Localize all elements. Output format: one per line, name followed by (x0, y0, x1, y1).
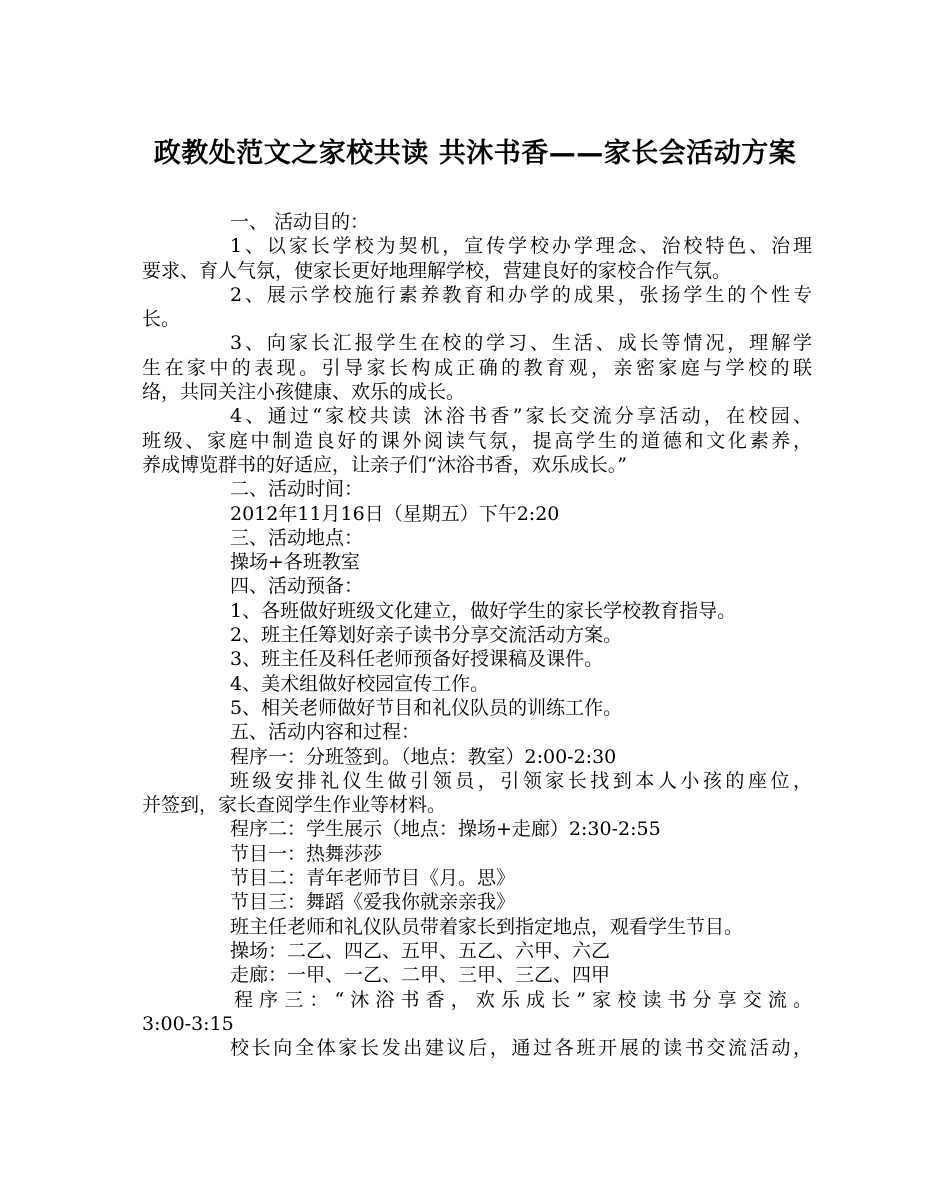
paragraph-line: 络，共同关注小孩健康、欢乐的成长。 (142, 381, 466, 404)
list-item: 3、班主任及科任老师预备好授课稿及课件。 (230, 648, 604, 671)
list-item: 5、相关老师做好节目和礼仪队员的训练工作。 (230, 696, 623, 719)
paragraph-line: 长。 (142, 308, 181, 331)
section-heading-location: 三、活动地点： (230, 526, 364, 549)
paragraph-line: 校长向全体家长发出建议后，通过各班开展的读书交流活动， (230, 1037, 812, 1060)
paragraph-line: 程序一：分班签到。（地点：教室）2:00-2:30 (230, 745, 617, 768)
paragraph-line: 2、展示学校施行素养教育和办学的成果，张扬学生的个性专 (230, 283, 812, 306)
paragraph-line: 3、向家长汇报学生在校的学习、生活、成长等情况，理解学 (230, 332, 812, 355)
paragraph-line: 1、以家长学校为契机，宣传学校办学理念、治校特色、治理 (230, 235, 812, 258)
paragraph-line: 要求、育人气氛，使家长更好地理解学校，营建良好的家校合作气氛。 (142, 259, 732, 282)
paragraph-line: 生在家中的表现。引导家长构成正确的教育观，亲密家庭与学校的联 (142, 356, 812, 379)
paragraph-line: 班主任老师和礼仪队员带着家长到指定地点，观看学生节目。 (230, 915, 744, 938)
paragraph-line: 班级安排礼仪生做引领员，引领家长找到本人小孩的座位， (230, 769, 812, 792)
list-item: 4、美术组做好校园宣传工作。 (230, 672, 490, 695)
paragraph-line: 班级、家庭中制造良好的课外阅读气氛，提高学生的道德和文化素养， (142, 429, 812, 452)
paragraph-line: 程序二：学生展示（地点：操场+走廊）2:30-2:55 (230, 818, 661, 841)
section-heading-purpose: 一、 活动目的： (230, 211, 370, 233)
paragraph-line: 4、通过“家校共读 沐浴书香”家长交流分享活动，在校园、 (230, 405, 812, 428)
section-heading-preparation: 四、活动预备： (230, 575, 364, 598)
paragraph-line: 养成博览群书的好适应，让亲子们“沐浴书香，欢乐成长。” (142, 453, 627, 476)
paragraph-line: 操场：二乙、四乙、五甲、五乙、六甲、六乙 (230, 939, 611, 962)
list-item: 节目二：青年老师节目《月。思》 (230, 867, 516, 890)
paragraph-line: 走廊：一甲、一乙、二甲、三甲、三乙、四甲 (230, 964, 611, 987)
paragraph-line: 3:00-3:15 (142, 1012, 234, 1035)
paragraph-line: 操场+各班教室 (230, 551, 360, 574)
list-item: 1、各班做好班级文化建立，做好学生的家长学校教育指导。 (230, 599, 737, 622)
document-body (142, 210, 812, 1060)
paragraph-line: 并签到，家长查阅学生作业等材料。 (142, 794, 447, 817)
section-heading-process: 五、活动内容和过程： (230, 721, 421, 744)
list-item: 2、班主任筹划好亲子读书分享交流活动方案。 (230, 624, 623, 647)
document-title: 政教处范文之家校共读 共沐书香——家长会活动方案 (153, 138, 797, 169)
list-item: 节目一：热舞莎莎 (230, 842, 383, 865)
paragraph-line: 2012年11月16日（星期五）下午2:20 (230, 502, 560, 525)
paragraph-line: 程序三：“沐浴书香，欢乐成长”家校读书分享交流。 (234, 988, 812, 1011)
section-heading-time: 二、活动时间： (230, 478, 364, 501)
list-item: 节目三：舞蹈《爱我你就亲亲我》 (230, 891, 516, 914)
